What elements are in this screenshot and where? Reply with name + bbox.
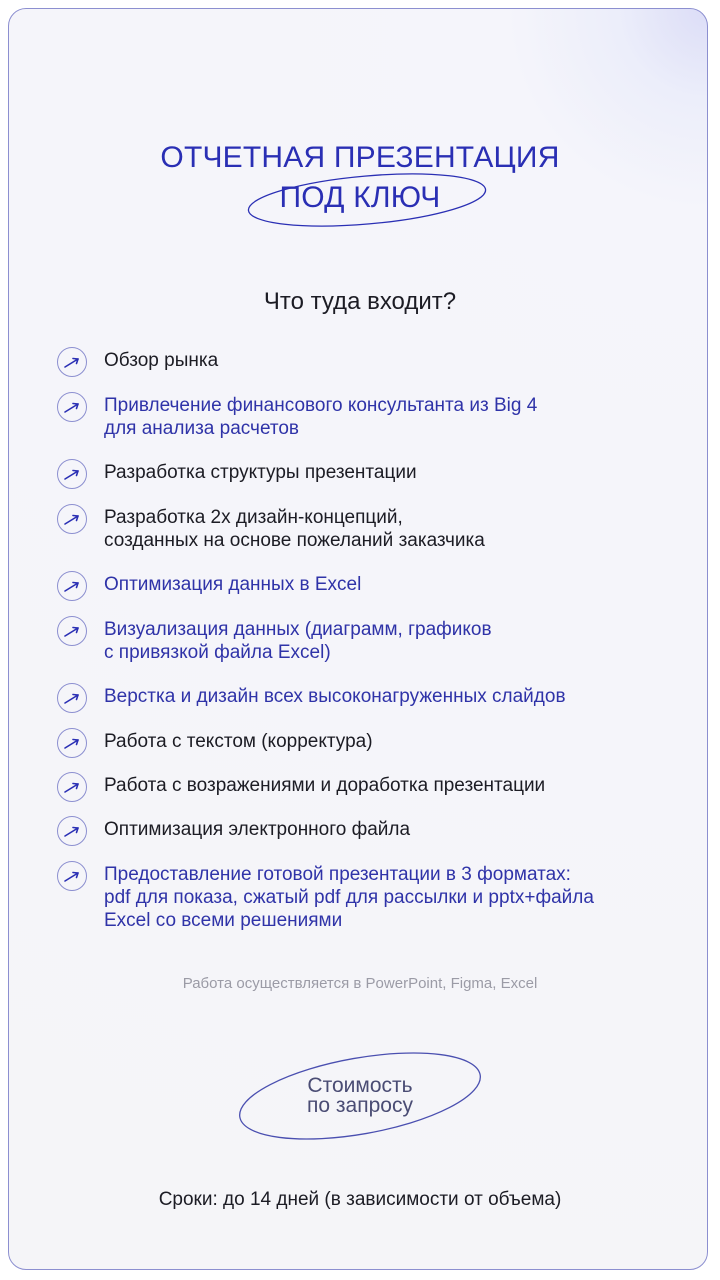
- list-item-text: Разработка структуры презентации: [104, 462, 417, 483]
- price-line1: Стоимость: [307, 1074, 413, 1097]
- list-item-text: Привлечение финансового консультанта из Big 4 для анализа расчетов: [104, 395, 538, 439]
- arrow-circle-icon: [56, 346, 88, 378]
- page-title-line2: ПОД КЛЮЧ: [279, 181, 441, 214]
- arrow-circle-icon: [56, 771, 88, 803]
- arrow-circle-icon: [56, 727, 88, 759]
- tools-note: Работа осуществляется в PowerPoint, Figma, Excel: [182, 975, 538, 992]
- terms-text: Сроки: до 14 дней (в зависимости от объема): [158, 1189, 562, 1210]
- arrow-circle-icon: [56, 815, 88, 847]
- arrow-circle-icon: [56, 682, 88, 714]
- arrow-circle-icon: [56, 503, 88, 535]
- list-item-text: Визуализация данных (диаграмм, графиков с привязкой файла Excel): [104, 619, 492, 663]
- list-item-text: Оптимизация данных в Excel: [104, 574, 362, 595]
- arrow-circle-icon: [56, 458, 88, 490]
- arrow-circle-icon: [56, 615, 88, 647]
- arrow-circle-icon: [56, 860, 88, 892]
- price-label: [0, 1076, 720, 1116]
- price-line2: по запросу: [307, 1094, 413, 1117]
- list-item-text: Верстка и дизайн всех высоконагруженных слайдов: [104, 686, 566, 707]
- list-item-text: Работа с возражениями и доработка презентации: [104, 775, 546, 796]
- list-item-text: Разработка 2х дизайн-концепций, созданных на основе пожеланий заказчика: [104, 507, 485, 551]
- arrow-circle-icon: [56, 570, 88, 602]
- list-item-text: Обзор рынка: [104, 350, 219, 371]
- list-item-text: Предоставление готовой презентации в 3 форматах: pdf для показа, сжатый pdf для рассылки и pptx+файла Excel со всеми решениями: [104, 864, 594, 931]
- list-item-text: Работа с текстом (корректура): [104, 731, 373, 752]
- page-title-line1: ОТЧЕТНАЯ ПРЕЗЕНТАЦИЯ: [160, 141, 560, 174]
- section-heading: Что туда входит?: [263, 288, 457, 315]
- list-item-text: Оптимизация электронного файла: [104, 819, 411, 840]
- arrow-circle-icon: [56, 391, 88, 423]
